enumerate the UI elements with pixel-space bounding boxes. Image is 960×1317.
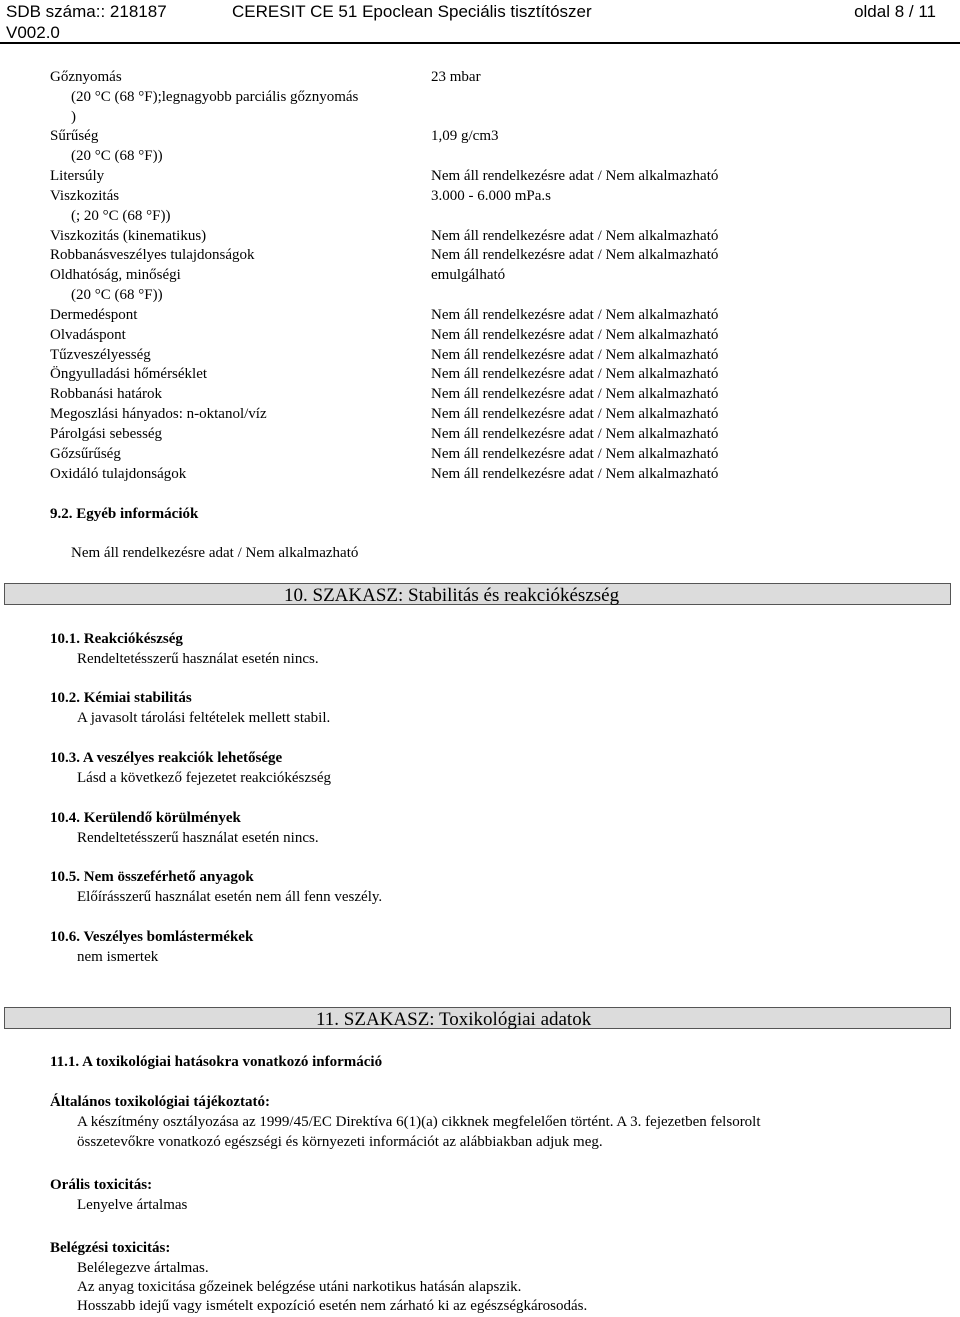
section-11-title: 11. SZAKASZ: Toxikológiai adatok (316, 1009, 592, 1030)
property-label: Dermedéspont (50, 307, 138, 323)
section-10-3-heading: 10.3. A veszélyes reakciók lehetősége (50, 750, 283, 766)
section-10-title: 10. SZAKASZ: Stabilitás és reakciókészség (284, 585, 620, 606)
section-9-2-heading: 9.2. Egyéb információk (50, 506, 199, 522)
section-10-6-heading: 10.6. Veszélyes bomlástermékek (50, 929, 254, 945)
property-label: Litersúly (50, 168, 105, 184)
property-value: Nem áll rendelkezésre adat / Nem alkalmazható (431, 347, 719, 363)
property-label: (20 °C (68 °F)) (71, 287, 163, 303)
property-value: Nem áll rendelkezésre adat / Nem alkalmazható (431, 406, 719, 422)
version: V002.0 (6, 23, 60, 42)
property-label: Olvadáspont (50, 327, 126, 343)
general-tox-line-2: összetevőkre vonatkozó egészségi és környezeti információt az alábbiakban adjuk meg. (77, 1134, 603, 1150)
general-tox-line-1: A készítmény osztályozása az 1999/45/EC Direktíva 6(1)(a) cikknek megfelelően történt. A 3. fejezetben felsorolt (77, 1114, 761, 1130)
property-value: 3.000 - 6.000 mPa.s (431, 188, 551, 204)
property-value: Nem áll rendelkezésre adat / Nem alkalmazható (431, 386, 719, 402)
property-value: Nem áll rendelkezésre adat / Nem alkalmazható (431, 426, 719, 442)
section-10-1-text: Rendeltetésszerű használat esetén nincs. (77, 651, 319, 667)
inhalation-tox-line: Belélegezve ártalmas. (77, 1260, 209, 1276)
section-10-4-heading: 10.4. Kerülendő körülmények (50, 810, 241, 826)
property-label: Oldhatóság, minőségi (50, 267, 181, 283)
oral-tox-heading: Orális toxicitás: (50, 1177, 153, 1193)
property-label: Robbanási határok (50, 386, 163, 402)
property-label: Öngyulladási hőmérséklet (50, 366, 208, 382)
oral-tox-text: Lenyelve ártalmas (77, 1197, 188, 1213)
property-value: Nem áll rendelkezésre adat / Nem alkalmazható (431, 247, 719, 263)
section-10-5-heading: 10.5. Nem összeférhető anyagok (50, 869, 254, 885)
property-label: Oxidáló tulajdonságok (50, 466, 187, 482)
inhalation-tox-line: Hosszabb idejű vagy ismételt expozíció esetén nem zárható ki az egészségkárosodás. (77, 1298, 588, 1314)
header-rule (0, 42, 960, 44)
property-label: Gőzsűrűség (50, 446, 121, 462)
property-value: Nem áll rendelkezésre adat / Nem alkalmazható (431, 366, 719, 382)
section-10-3-text: Lásd a következő fejezetet reakciókészség (77, 770, 332, 786)
property-label: Megoszlási hányados: n-oktanol/víz (50, 406, 267, 422)
product-title: CERESIT CE 51 Epoclean Speciális tisztítószer (232, 2, 592, 21)
property-label: (20 °C (68 °F)) (71, 148, 163, 164)
inhalation-tox-line: Az anyag toxicitása gőzeinek belégzése utáni narkotikus hatásán alapszik. (77, 1279, 522, 1295)
section-10-4-text: Rendeltetésszerű használat esetén nincs. (77, 830, 319, 846)
sdb-number: SDB száma:: 218187 (6, 2, 167, 21)
section-10-2-text: A javasolt tárolási feltételek mellett stabil. (77, 710, 331, 726)
section-10-2-heading: 10.2. Kémiai stabilitás (50, 690, 192, 706)
section-9-2-text: Nem áll rendelkezésre adat / Nem alkalmazható (71, 545, 359, 561)
section-11-1-heading: 11.1. A toxikológiai hatásokra vonatkozó információ (50, 1054, 383, 1070)
general-tox-heading: Általános toxikológiai tájékoztató: (50, 1094, 270, 1110)
property-label: Viszkozitás (50, 188, 120, 204)
section-10-6-text: nem ismertek (77, 949, 159, 965)
property-value: 23 mbar (431, 69, 481, 85)
page-header (0, 0, 960, 42)
property-label: Sűrűség (50, 128, 99, 144)
property-value: emulgálható (431, 267, 506, 283)
property-label: ) (71, 109, 76, 125)
property-value: Nem áll rendelkezésre adat / Nem alkalmazható (431, 466, 719, 482)
property-label: (20 °C (68 °F);legnagyobb parciális gőznyomás (71, 89, 359, 105)
property-label: Viszkozitás (kinematikus) (50, 228, 207, 244)
property-label: Gőznyomás (50, 69, 122, 85)
property-label: Párolgási sebesség (50, 426, 163, 442)
property-value: Nem áll rendelkezésre adat / Nem alkalmazható (431, 446, 719, 462)
section-10-1-heading: 10.1. Reakciókészség (50, 631, 183, 647)
property-value: Nem áll rendelkezésre adat / Nem alkalmazható (431, 168, 719, 184)
property-value: 1,09 g/cm3 (431, 128, 499, 144)
property-label: Tűzveszélyesség (50, 347, 151, 363)
property-label: Robbanásveszélyes tulajdonságok (50, 247, 255, 263)
property-label: (; 20 °C (68 °F)) (71, 208, 171, 224)
section-10-5-text: Előírásszerű használat esetén nem áll fenn veszély. (77, 889, 383, 905)
property-value: Nem áll rendelkezésre adat / Nem alkalmazható (431, 327, 719, 343)
page-number: oldal 8 / 11 (854, 2, 936, 21)
property-value: Nem áll rendelkezésre adat / Nem alkalmazható (431, 307, 719, 323)
inhalation-tox-heading: Belégzési toxicitás: (50, 1240, 171, 1256)
property-value: Nem áll rendelkezésre adat / Nem alkalmazható (431, 228, 719, 244)
